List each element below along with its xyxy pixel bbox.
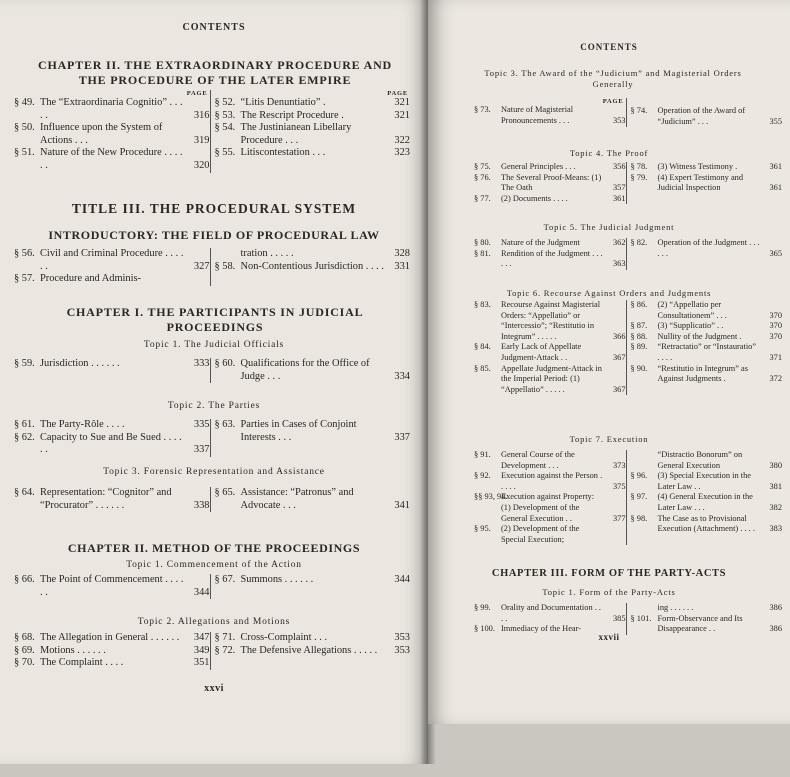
toc-entry-list — [626, 162, 783, 204]
toc-block-topic1c — [474, 603, 782, 635]
section-number: § 87. — [630, 321, 648, 331]
toc-entry — [215, 248, 411, 261]
toc-entry — [215, 487, 411, 512]
toc-entry-list — [210, 358, 411, 383]
page-number: 382 — [769, 502, 782, 512]
toc-entry — [474, 524, 626, 545]
title-heading: TITLE III. THE PROCEDURAL SYSTEM — [71, 201, 357, 216]
page-number: 365 — [769, 248, 782, 258]
toc-entry — [215, 574, 411, 587]
toc-entry — [631, 173, 783, 194]
page-label: PAGE — [186, 90, 208, 97]
page-number: 366 — [612, 331, 626, 341]
page-number: 367 — [612, 384, 626, 394]
section-number: § 77. — [474, 193, 491, 203]
toc-entry-list — [210, 248, 411, 286]
section-number: § 82. — [630, 238, 648, 247]
toc-entry — [631, 321, 783, 332]
page-number: 347 — [193, 632, 210, 643]
topic-heading: Topic 3. The Award of the “Judicium” and Magisterial Orders Generally — [484, 68, 742, 89]
page-number: 370 — [769, 310, 782, 320]
toc-entry — [14, 122, 210, 147]
section-number: § 99. — [474, 603, 491, 612]
page-number: 331 — [394, 260, 410, 272]
toc-column-left — [14, 90, 210, 173]
page-number: 372 — [769, 374, 782, 384]
section-title: Parties in Cases of Conjoint Interests . . . — [240, 419, 357, 443]
page-number: 375 — [612, 481, 626, 491]
section-number: § 85. — [474, 363, 491, 373]
section-title: The Justinianean Libellary Procedure . . . — [240, 122, 352, 146]
toc-block-topic1b — [14, 574, 410, 599]
page-number: 353 — [394, 632, 410, 643]
section-title: Nature of the New Procedure . . . . . . — [40, 147, 183, 171]
toc-entry-list — [474, 300, 626, 395]
page-folio: xxvii — [598, 632, 620, 642]
topic-heading: Topic 2. The Parties — [167, 401, 261, 411]
page-number: 356 — [612, 162, 626, 171]
section-number: § 88. — [630, 331, 648, 341]
section-title: “Retractatio” or “Instauratio” . . . . — [657, 342, 757, 362]
toc-entry — [14, 97, 210, 122]
section-number: § 67. — [214, 574, 236, 585]
section-number: § 75. — [474, 162, 491, 171]
toc-entry — [631, 603, 783, 614]
toc-entry — [631, 162, 783, 173]
section-title: The “Extraordinaria Cognitio” . . . . . — [40, 97, 183, 121]
page-number: 385 — [612, 613, 626, 623]
toc-entry — [14, 645, 210, 658]
section-number: § 83. — [474, 300, 491, 309]
toc-entry-list — [14, 248, 210, 286]
section-number: § 63. — [214, 419, 236, 430]
page-number: 321 — [394, 97, 410, 108]
section-number: § 53. — [214, 109, 236, 121]
toc-block-topic3 — [474, 98, 782, 127]
toc-entry-list — [14, 358, 210, 383]
topic-heading: Topic 1. The Judicial Officials — [143, 340, 285, 350]
section-number: § 72. — [214, 644, 236, 656]
section-number: § 71. — [214, 632, 236, 643]
section-title: “Litis Denuntiatio” . — [240, 97, 326, 108]
page-number: 334 — [394, 370, 410, 382]
section-title: “Distractio Bonorum” on General Execution — [657, 450, 743, 470]
page-number: 370 — [769, 331, 782, 341]
page-number: 337 — [394, 431, 410, 443]
toc-block-topic1 — [14, 358, 410, 383]
section-title: Appellate Judgment-Attack in the Imperial Period: (1) “Appellatio” . . . . . — [501, 363, 602, 394]
toc-entry — [631, 106, 783, 127]
toc-entry-list — [631, 106, 783, 127]
page-number: 381 — [769, 481, 782, 491]
section-number: § 60. — [214, 358, 236, 369]
chapter-heading: CHAPTER II. THE EXTRAORDINARY PROCEDURE AND THE PROCEDURE OF THE LATER EMPIRE — [37, 58, 392, 87]
section-title: Motions . . . . . . — [40, 644, 106, 656]
toc-entry — [14, 147, 210, 172]
section-number: § 66. — [14, 574, 35, 585]
section-number: § 62. — [14, 431, 35, 443]
page-number: 351 — [193, 657, 210, 669]
section-title: Operation of the Award of “Judicium” . . . — [657, 106, 746, 126]
section-title: (2) Documents . . . . — [501, 193, 568, 203]
toc-entry — [14, 487, 210, 512]
toc-entry-list — [210, 487, 411, 512]
page-number: 371 — [769, 352, 782, 362]
toc-entry — [631, 450, 783, 471]
page-number: 353 — [394, 644, 410, 656]
section-number: § 54. — [214, 122, 236, 134]
topic-heading: Topic 7. Execution — [569, 434, 649, 444]
toc-entry-list — [210, 419, 411, 457]
page-number: 380 — [769, 460, 782, 470]
toc-entry — [631, 332, 783, 343]
topic-heading: Topic 1. Commencement of the Action — [126, 560, 302, 570]
toc-entry — [474, 173, 626, 194]
section-title: (4) General Execution in the Later Law . . . — [657, 492, 753, 512]
toc-entry — [474, 342, 626, 363]
section-title: (3) “Supplicatio” . . — [657, 321, 724, 331]
toc-entry — [474, 364, 626, 396]
section-title: The Allegation in General . . . . . . — [40, 632, 180, 643]
section-title: General Principles . . . — [501, 162, 576, 171]
toc-block-topic5 — [474, 238, 782, 270]
section-number: § 68. — [14, 632, 35, 643]
section-title: tration . . . . . — [240, 248, 294, 259]
toc-entry — [215, 358, 411, 383]
toc-entry — [474, 249, 626, 270]
section-number: § 90. — [630, 363, 648, 373]
section-number: § 73. — [474, 105, 491, 114]
toc-block-topic3 — [14, 487, 410, 512]
section-number: § 61. — [14, 419, 35, 430]
page-number: 344 — [394, 574, 410, 585]
page-number: 320 — [193, 159, 210, 171]
page-number: 344 — [193, 586, 210, 598]
section-number: § 58. — [214, 260, 236, 272]
toc-entry — [14, 657, 210, 670]
toc-entry — [14, 273, 210, 286]
toc-entry — [474, 238, 626, 249]
page-number: 383 — [769, 524, 782, 534]
toc-entry — [631, 514, 783, 535]
page-number: 386 — [769, 603, 782, 612]
page-number: 316 — [193, 109, 210, 121]
section-number — [215, 248, 241, 261]
topic-heading: Topic 4. The Proof — [569, 148, 649, 158]
section-number: § 100. — [474, 624, 495, 634]
toc-entry — [215, 645, 411, 658]
toc-entry — [215, 110, 411, 123]
toc-entry — [631, 300, 783, 321]
section-title: The Several Proof-Means: (1) The Oath — [501, 172, 602, 193]
toc-entry-list — [215, 97, 411, 160]
section-title: Recourse Against Magisterial Orders: “Appellatio” or “Intercessio”; “Restitutio in Integrum” . . . . . — [501, 300, 601, 341]
section-title: Cross-Complaint . . . — [240, 632, 328, 643]
toc-entry-list — [626, 450, 783, 545]
section-number: § 52. — [214, 97, 236, 108]
section-number: § 64. — [14, 487, 35, 498]
section-number: § 65. — [214, 487, 236, 498]
section-number: § 96. — [630, 471, 648, 481]
section-number: § 89. — [630, 342, 648, 352]
toc-entry — [631, 364, 783, 385]
toc-entry — [474, 603, 626, 624]
toc-entry — [474, 105, 626, 126]
section-title: Early Lack of Appellate Judgment-Attack . . — [501, 342, 582, 362]
page-number: 361 — [769, 162, 782, 171]
section-title: Summons . . . . . . — [240, 574, 314, 585]
page-number: 349 — [193, 644, 210, 656]
toc-column-right — [210, 90, 411, 173]
toc-entry — [14, 632, 210, 645]
section-title: The Complaint . . . . — [40, 657, 124, 669]
section-number: § 80. — [474, 238, 491, 247]
section-title: The Case as to Provisional Execution (Attachment) . . . . — [657, 513, 755, 534]
toc-entry — [631, 471, 783, 492]
section-title: (2) Development of the Special Execution; — [501, 524, 580, 544]
section-number: § 76. — [474, 172, 491, 182]
running-head: CONTENTS — [182, 22, 246, 33]
toc-entry-list — [14, 419, 210, 457]
page-number: 362 — [612, 238, 626, 247]
toc-entry — [14, 419, 210, 432]
toc-entry-list — [474, 105, 626, 126]
toc-entry-list — [210, 574, 411, 599]
toc-entry-list — [626, 300, 783, 395]
toc-entry-list — [474, 450, 626, 545]
section-number: § 101. — [630, 613, 652, 623]
page-label: PAGE — [387, 90, 408, 97]
toc-entry — [215, 632, 411, 645]
page-number: 373 — [612, 460, 626, 470]
page-number: 323 — [394, 147, 410, 159]
toc-block-ch2 — [14, 90, 410, 173]
toc-entry — [474, 471, 626, 492]
running-head: CONTENTS — [580, 42, 638, 52]
section-title: (3) Special Execution in the Later Law . . — [657, 471, 751, 491]
page-number: 355 — [769, 116, 782, 126]
section-number: § 56. — [14, 248, 35, 259]
section-number: § 78. — [630, 162, 648, 171]
toc-entry — [631, 492, 783, 513]
section-title: (3) Witness Testimony . — [657, 162, 738, 171]
toc-entry — [14, 358, 210, 371]
section-title: Assistance: “Patronus” and Advocate . . . — [240, 487, 354, 511]
page-number: 333 — [193, 358, 210, 369]
toc-entry — [474, 194, 626, 205]
page-number: 338 — [193, 499, 210, 511]
topic-heading: Topic 3. Forensic Representation and Assistance — [103, 467, 325, 477]
section-title: Form-Observance and Its Disappearance . . — [657, 613, 743, 634]
section-number — [631, 450, 658, 471]
page-label: PAGE — [602, 98, 624, 105]
toc-entry — [631, 238, 783, 259]
section-title: Representation: “Cognitor” and “Procurator” . . . . . . — [40, 487, 172, 511]
topic-heading: Topic 2. Allegations and Motions — [137, 617, 291, 627]
section-number: § 57. — [14, 273, 35, 285]
toc-entry — [474, 162, 626, 173]
toc-entry-list — [626, 603, 783, 635]
section-title: (2) “Appellatio per Consultationem” . . . — [657, 300, 727, 320]
toc-entry — [474, 300, 626, 342]
toc-entry — [14, 248, 210, 273]
section-title: Orality and Documentation . . . . — [501, 603, 602, 623]
topic-heading: Topic 5. The Judicial Judgment — [543, 222, 675, 232]
toc-entry — [215, 419, 411, 444]
section-number: § 92. — [474, 471, 491, 481]
chapter-heading: CHAPTER I. THE PARTICIPANTS IN JUDICIAL PROCEEDINGS — [66, 305, 364, 334]
section-number: § 95. — [474, 524, 491, 534]
section-number: § 59. — [14, 358, 35, 369]
section-number: § 84. — [474, 342, 491, 352]
section-title: Litiscontestation . . . — [240, 147, 326, 159]
page-number: 341 — [394, 499, 410, 511]
right-page — [428, 0, 790, 724]
section-title: The Party-Rôle . . . . — [40, 419, 125, 430]
section-number: § 50. — [14, 122, 35, 134]
section-heading: INTRODUCTORY: THE FIELD OF PROCEDURAL LAW — [48, 228, 380, 242]
section-title: Non-Contentious Jurisdiction . . . . — [240, 260, 384, 272]
section-title: Capacity to Sue and Be Sued . . . . . . — [40, 431, 182, 456]
section-number: § 51. — [14, 147, 35, 159]
section-title: General Course of the Development . . . — [501, 450, 575, 470]
section-title: ing . . . . . . — [657, 603, 694, 612]
section-title: Qualifications for the Office of Judge . . . — [240, 358, 370, 382]
toc-block-topic6 — [474, 300, 782, 395]
toc-entry-list — [210, 632, 411, 670]
section-title: Civil and Criminal Procedure . . . . . . — [40, 248, 184, 272]
page-number: 377 — [612, 513, 626, 523]
section-title: Jurisdiction . . . . . . — [40, 358, 120, 369]
page-number: 357 — [612, 183, 626, 193]
section-title: Influence upon the System of Actions . . . — [40, 122, 163, 146]
toc-entry-list — [474, 603, 626, 635]
page-number: 370 — [769, 321, 782, 331]
section-title: Execution against the Person . . . . . — [501, 471, 603, 491]
page-number: 322 — [394, 134, 410, 146]
section-title: (4) Expert Testimony and Judicial Inspection — [657, 172, 744, 193]
toc-entry-list — [14, 574, 210, 599]
section-title: The Defensive Allegations . . . . . — [240, 644, 378, 656]
toc-block-topic4 — [474, 162, 782, 204]
section-number: §§ 93, 94. — [474, 492, 508, 502]
section-title: The Point of Commencement . . . . . . — [40, 574, 184, 598]
toc-entry — [14, 432, 210, 457]
page-number: 328 — [394, 248, 410, 259]
section-title: Nature of Magisterial Pronouncements . . . — [501, 105, 574, 125]
toc-entry — [215, 147, 411, 160]
section-title: Rendition of the Judgment . . . . . . — [501, 248, 603, 269]
toc-block-intro — [14, 248, 410, 286]
toc-entry-list — [626, 238, 783, 270]
page-number: 361 — [612, 193, 626, 203]
toc-entry — [215, 261, 411, 274]
section-title: The Rescript Procedure . — [240, 109, 344, 121]
section-number: § 86. — [630, 300, 648, 309]
topic-heading: Topic 1. Form of the Party-Acts — [542, 587, 676, 597]
toc-entry-list — [14, 97, 210, 173]
page-number: 337 — [193, 444, 210, 456]
toc-entry — [474, 450, 626, 471]
section-title: Operation of the Judgment . . . . . . — [657, 238, 760, 258]
toc-entry-list — [474, 162, 626, 204]
toc-entry — [14, 574, 210, 599]
section-number: § 97. — [630, 492, 648, 502]
toc-block-topic2 — [14, 419, 410, 457]
topic-heading: Topic 6. Recourse Against Orders and Judgments — [506, 288, 712, 298]
toc-entry — [474, 492, 626, 524]
section-number: § 69. — [14, 644, 35, 656]
page-number: 321 — [394, 109, 410, 121]
chapter-heading: CHAPTER II. METHOD OF THE PROCEEDINGS — [67, 541, 361, 555]
section-number: § 81. — [474, 248, 491, 258]
section-title: “Restitutio in Integrum” as Against Judgments . — [657, 363, 748, 384]
toc-entry-list — [14, 632, 210, 670]
page-folio: xxvi — [204, 683, 224, 694]
page-number: 386 — [769, 624, 782, 634]
toc-block-topic2b — [14, 632, 410, 670]
page-number: 367 — [612, 352, 626, 362]
chapter-heading: CHAPTER III. FORM OF THE PARTY-ACTS — [491, 568, 727, 579]
section-number — [631, 603, 658, 614]
section-number: § 79. — [630, 172, 648, 182]
toc-entry — [215, 97, 411, 110]
page-number: 363 — [612, 259, 626, 269]
page-number: 335 — [193, 419, 210, 430]
section-number: § 70. — [14, 657, 35, 669]
section-title: Procedure and Adminis- — [40, 273, 141, 285]
section-number: § 91. — [474, 450, 491, 459]
section-number: § 49. — [14, 97, 35, 108]
page-number: 353 — [612, 115, 626, 125]
section-number: § 74. — [630, 106, 648, 115]
page-number: 319 — [193, 134, 210, 146]
toc-entry-list — [14, 487, 210, 512]
page-number: 361 — [769, 183, 782, 193]
section-title: Nature of the Judgment — [501, 238, 580, 247]
section-number: § 98. — [630, 513, 648, 523]
section-title: Immediacy of the Hear- — [501, 624, 582, 634]
page-number: 327 — [193, 260, 210, 272]
section-title: Execution against Property: (1) Development of the General Execution . . — [501, 492, 595, 523]
toc-entry — [215, 122, 411, 147]
section-number: § 55. — [214, 147, 236, 159]
toc-entry — [631, 342, 783, 363]
section-title: Nullity of the Judgment . — [657, 331, 742, 341]
toc-block-topic7 — [474, 450, 782, 545]
toc-entry-list — [474, 238, 626, 270]
